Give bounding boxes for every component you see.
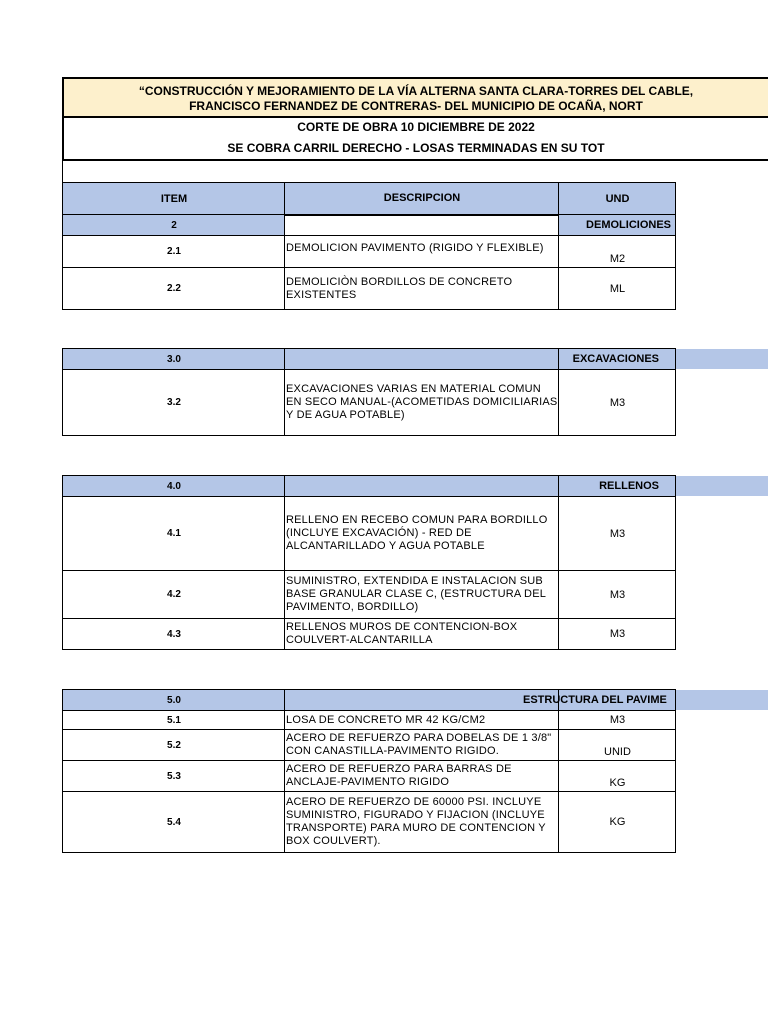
item-description: RELLENO EN RECEBO COMUN PARA BORDILLO (INCLUYE EXCAVACIÓN) - RED DE ALCANTARILLADO Y AGUA POTABLE xyxy=(285,497,559,571)
table-row xyxy=(63,571,676,619)
item-code: 2.2 xyxy=(63,268,285,310)
corte-de-obra-label: CORTE DE OBRA 10 DICIEMBRE DE 2022 xyxy=(297,120,535,134)
section-code: 2 xyxy=(63,215,285,236)
table-row xyxy=(63,711,676,730)
table-row xyxy=(63,268,676,310)
column-header-item: ITEM xyxy=(63,183,285,215)
item-unit: ML xyxy=(559,268,676,310)
section-header-row xyxy=(63,349,676,370)
table-row xyxy=(63,619,676,650)
item-code: 5.2 xyxy=(63,730,285,761)
section-header-row xyxy=(63,690,676,711)
item-description: ACERO DE REFUERZO PARA BARRAS DE ANCLAJE-PAVIMENTO RIGIDO xyxy=(285,761,559,792)
section-code: 3.0 xyxy=(63,349,285,370)
table-row xyxy=(63,730,676,761)
item-description: ACERO DE REFUERZO DE 60000 PSI. INCLUYE SUMINISTRO, FIGURADO Y FIJACION (INCLUYE TRANSPORTE) PARA MURO DE CONTENCION Y BOX COULVERT). xyxy=(285,792,559,853)
item-code: 5.4 xyxy=(63,792,285,853)
item-description: DEMOLICION PAVIMENTO (RIGIDO Y FLEXIBLE) xyxy=(285,236,559,268)
section-title-cell xyxy=(523,690,676,711)
item-description: SUMINISTRO, EXTENDIDA E INSTALACION SUB BASE GRANULAR CLASE C, (ESTRUCTURA DEL PAVIMENTO, BORDILLO) xyxy=(285,571,559,619)
section-empty-cell xyxy=(285,349,559,370)
item-code: 4.2 xyxy=(63,571,285,619)
item-description: LOSA DE CONCRETO MR 42 KG/CM2 xyxy=(285,711,559,730)
section-table-estructura xyxy=(62,689,676,853)
item-code: 5.1 xyxy=(63,711,285,730)
section-code: 5.0 xyxy=(63,690,285,711)
item-code: 4.1 xyxy=(63,497,285,571)
item-unit: M3 xyxy=(559,497,676,571)
item-code: 3.2 xyxy=(63,370,285,436)
column-header-descripcion: DESCRIPCION xyxy=(285,183,559,215)
section-band-extension xyxy=(675,476,768,496)
item-code: 5.3 xyxy=(63,761,285,792)
section-empty-cell xyxy=(285,690,559,711)
section-table-rellenos xyxy=(62,475,676,650)
section-title: EXCAVACIONES xyxy=(559,349,676,370)
section-title: DEMOLICIONES xyxy=(559,215,676,236)
table-row xyxy=(63,370,676,436)
subtitle-box xyxy=(62,117,768,161)
item-code: 2.1 xyxy=(63,236,285,268)
item-description: RELLENOS MUROS DE CONTENCION-BOX COULVERT-ALCANTARILLA xyxy=(285,619,559,650)
item-description: ACERO DE REFUERZO PARA DOBELAS DE 1 3/8" CON CANASTILLA-PAVIMENTO RIGIDO. xyxy=(285,730,559,761)
item-code: 4.3 xyxy=(63,619,285,650)
project-title-line-2: FRANCISCO FERNANDEZ DE CONTRERAS- DEL MUNICIPIO DE OCAÑA, NORT xyxy=(189,99,643,113)
section-header-row xyxy=(63,476,676,497)
item-description: DEMOLICIÒN BORDILLOS DE CONCRETO EXISTENTES xyxy=(285,268,559,310)
item-unit: M3 xyxy=(559,370,676,436)
spacer-row xyxy=(62,161,768,182)
item-unit: M3 xyxy=(559,571,676,619)
section-table-excavaciones xyxy=(62,348,676,436)
section-table-demoliciones xyxy=(62,182,676,310)
item-unit: M3 xyxy=(559,619,676,650)
cobro-label: SE COBRA CARRIL DERECHO - LOSAS TERMINADAS EN SU TOT xyxy=(227,141,605,155)
section-title: ESTRUCTURA DEL PAVIME xyxy=(523,694,667,706)
column-header-und: UND xyxy=(559,183,676,215)
section-title: RELLENOS xyxy=(559,476,676,497)
section-empty-cell xyxy=(285,215,559,236)
table-row xyxy=(63,761,676,792)
project-title-box xyxy=(62,77,768,118)
item-unit: M3 xyxy=(559,711,676,730)
section-header-row xyxy=(63,215,676,236)
table-row xyxy=(63,792,676,853)
item-unit: UNID xyxy=(559,730,676,761)
item-unit: KG xyxy=(559,792,676,853)
project-title-line-1: “CONSTRUCCIÓN Y MEJORAMIENTO DE LA VÍA ALTERNA SANTA CLARA-TORRES DEL CABLE, xyxy=(138,84,694,98)
column-header-row xyxy=(63,183,676,215)
section-band-extension xyxy=(675,690,768,710)
item-unit: M2 xyxy=(559,236,676,268)
section-band-extension xyxy=(675,349,768,369)
table-row xyxy=(63,497,676,571)
section-empty-cell xyxy=(285,476,559,497)
item-description: EXCAVACIONES VARIAS EN MATERIAL COMUN EN SECO MANUAL-(ACOMETIDAS DOMICILIARIAS Y DE AGUA POTABLE) xyxy=(285,370,559,436)
section-code: 4.0 xyxy=(63,476,285,497)
item-unit: KG xyxy=(559,761,676,792)
table-row xyxy=(63,236,676,268)
